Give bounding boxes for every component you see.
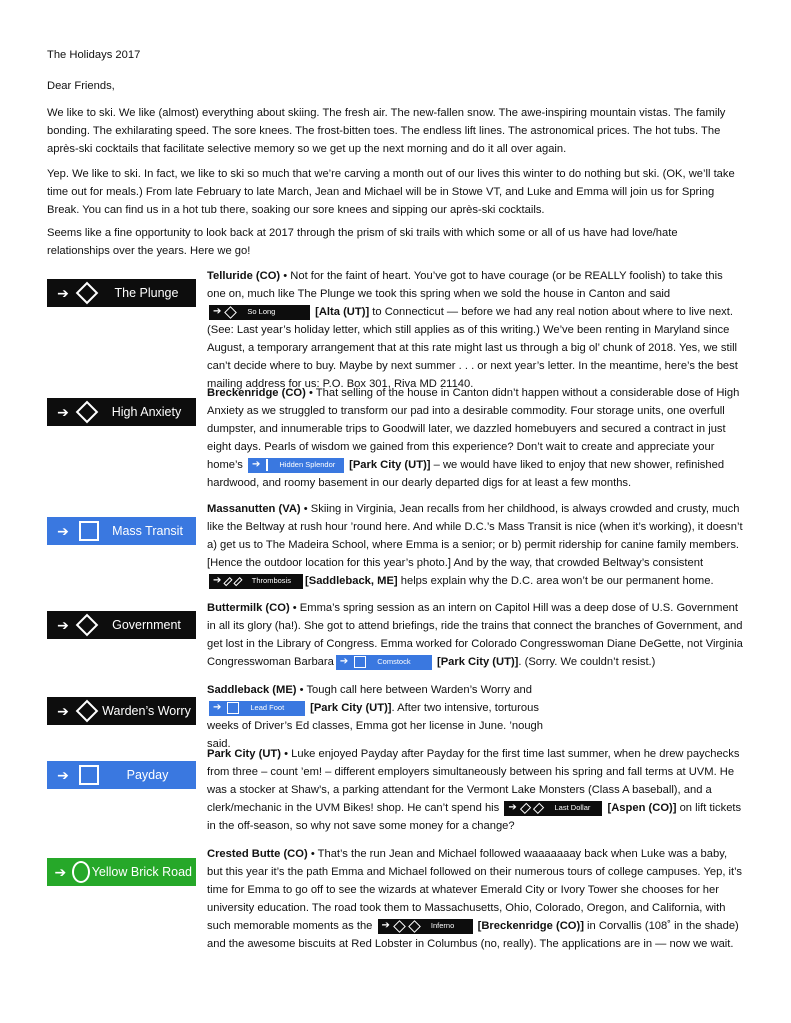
arrow-icon: ➔ — [381, 920, 390, 932]
sign-label: The Plunge — [114, 286, 179, 300]
inline-sign-label: Lead Foot — [250, 703, 285, 713]
bullet: • — [299, 684, 304, 696]
bullet: • — [284, 748, 289, 760]
sign-label: Yellow Brick Road — [91, 865, 192, 879]
arrow-icon: ➔ — [57, 285, 69, 301]
section-text: That’s the run Jean and Michael followed waaaaaaay back when Luke was a baby, but this year it’s the path Emma and Michael followed on their numerous tours of college campuses. Yep, it’s time for Emma to go off to see the wizards at whatever Emerald City or Ivory Tower she chooses for her university education. The road took them to Massachusetts, Ohio, Colorado, Oregon, and California, with such memorable moments as the — [207, 848, 743, 932]
double-diamond-icon-2 — [233, 577, 242, 586]
bullet: • — [292, 602, 297, 614]
inline-sign-inferno — [378, 919, 473, 934]
section-crested-butte — [47, 845, 743, 953]
inline-resort: [Saddleback, ME] — [305, 575, 398, 587]
arrow-icon: ➔ — [54, 864, 67, 880]
section-text: That selling of the house in Canton didn’t happen without a considerable dose of High Anxiety as we struggled to transform our pad into a desirable commodity. Four storage units, one overfull dumpster, and innumerable trips to Goodwill later, we dazzled homebuyers and secured a contract in just eight days. Pearls of wisdom we gained from this experience? Don’t wait to create and appreciate your home’s — [207, 387, 740, 471]
section-massanutten — [47, 500, 743, 590]
arrow-icon: ➔ — [251, 459, 261, 471]
section-text-cont: in Corvallis (108˚ in the shade) and the awesome biscuits at Red Lobster in Columbus (no, really). The applications are in — now we wait. — [207, 920, 739, 950]
blue-square-icon — [354, 656, 366, 668]
section-text-cont: helps explain why the D.C. area won’t be our permanent home. — [397, 575, 714, 587]
inline-sign-label: Inferno — [430, 921, 455, 931]
section-text-cont: . After two intensive, torturous weeks of Driver’s Ed classes, Emma got her license in June. ’nough said. — [207, 702, 543, 750]
inline-resort: [Alta (UT)] — [315, 306, 370, 318]
section-text-cont: – we would have liked to enjoy that new shower, refinished hardwood, and roomy basement in our dearly departed digs for at least a few months. — [207, 459, 725, 489]
section-breckenridge — [47, 384, 743, 492]
intro-paragraph-2: Yep. We like to ski. In fact, we like to ski so much that we’re carving a month out of our lives this winter to do nothing but ski. (OK, we’ll take time out for meals.) From late February to late March, Jean and Michael will be in Stowe VT, and Luke and Emma will join us for Spring Break. You can find us in a hot tub there, soaking our sore knees and sipping our après-ski cocktails. — [47, 168, 735, 216]
arrow-icon: ➔ — [57, 617, 69, 633]
bullet: • — [303, 503, 308, 515]
double-diamond-icon-1 — [224, 577, 233, 586]
section-text: Not for the faint of heart. You’ve got to have courage (or be REALLY foolish) to take this one on, much like The Plunge we took this spring when we sold the house in Canton and said — [207, 270, 723, 300]
section-text: Luke enjoyed Payday after Payday for the first time last summer, when he drew paychecks from three – count ’em! – different employers simultaneously between his spring and fall terms at UVM. He was a stocker at Shaw’s, a parking attendant for the Vermont Lake Monsters (Class A baseball), and a clerk/mechanic in the UVM Bikes! shop. He can’t spend his — [207, 748, 740, 814]
resort-name: Breckenridge (CO) — [207, 387, 306, 399]
resort-name: Saddleback (ME) — [207, 684, 297, 696]
arrow-icon: ➔ — [57, 523, 69, 539]
black-diamond-icon — [225, 306, 238, 319]
intro-paragraph-3: Seems like a fine opportunity to look back at 2017 through the prism of ski trails with which some or all of us have had love/hate relationships over the years. Here we go! — [47, 227, 678, 257]
intro-paragraph-1: We like to ski. We like (almost) everything about skiing. The fresh air. The new-fallen snow. The awe-inspiring mountain vistas. The family bonding. The exhilarating speed. The sore knees. The frost-bitten toes. The endless lift lines. The astronomical prices. The hot tubs. The après-ski cocktails that facilitate selective memory so we get up the next morning and do it all over again. — [47, 107, 726, 155]
double-diamond-icon-2 — [408, 920, 421, 933]
blue-square-icon — [227, 702, 239, 714]
resort-name: Buttermilk (CO) — [207, 602, 290, 614]
arrow-icon: ➔ — [339, 656, 349, 668]
bullet: • — [308, 387, 313, 399]
inline-sign-hidden-splendor — [248, 458, 344, 473]
sign-label: Mass Transit — [112, 524, 183, 538]
bullet: • — [310, 848, 315, 860]
inline-sign-thrombosis — [209, 574, 303, 589]
bullet: • — [283, 270, 288, 282]
resort-name: Park City (UT) — [207, 748, 281, 760]
arrow-icon: ➔ — [57, 767, 69, 783]
sign-label: Warden’s Worry — [102, 704, 191, 718]
arrow-icon: ➔ — [508, 802, 517, 814]
inline-sign-comstock — [336, 655, 432, 670]
section-text-cont: . (Sorry. We couldn’t resist.) — [518, 656, 656, 668]
resort-name: Massanutten (VA) — [207, 503, 301, 515]
arrow-icon: ➔ — [213, 306, 222, 318]
section-text-cont: to Connecticut — before we had any real notion about where to live next. (See: Last year’s holiday letter, which still applies as of this writing.) We’ve been renting in Maryland since August, a temporary arrangement that at this rate might last us through a big ol’ chunk of 2018. Yes, we still can’t decide where to buy. Maybe by next summer . . . or next year’s letter. In the meantime, here’s the best mailing address for us: P.O. Box 301, Riva MD 21140. — [207, 306, 738, 390]
salutation: Dear Friends, — [47, 80, 115, 92]
section-text-cont: on lift tickets in the off-season, so why not save some money for a change? — [207, 802, 742, 832]
inline-resort: [Park City (UT)] — [310, 702, 392, 714]
section-saddleback — [47, 681, 567, 753]
sign-label: High Anxiety — [111, 405, 182, 419]
section-text: Emma’s spring session as an intern on Capitol Hill was a deep dose of U.S. Government in all its glory (ha!). She got to attend briefings, ride the trains that connect the branches of Government, and get lost in the Library of Congress. Emma worked for Colorado Congresswoman Diane DeGette, not Virginia Congresswoman Barbara — [207, 602, 743, 668]
double-diamond-icon-1 — [393, 920, 406, 933]
double-diamond-icon-1 — [520, 802, 532, 814]
section-text: Tough call here between Warden’s Worry and — [303, 684, 532, 696]
arrow-icon: ➔ — [213, 702, 222, 714]
blue-square-icon — [266, 459, 268, 471]
inline-sign-lead-foot — [209, 701, 305, 716]
inline-sign-last-dollar — [504, 801, 602, 816]
double-diamond-icon-2 — [533, 802, 545, 814]
letter-title: The Holidays 2017 — [47, 49, 141, 61]
arrow-icon: ➔ — [57, 404, 69, 420]
inline-sign-label: Hidden Splendor — [279, 460, 336, 470]
inline-resort: [Park City (UT)] — [349, 459, 431, 471]
inline-resort: [Park City (UT)] — [436, 656, 519, 668]
resort-name: Telluride (CO) — [207, 270, 281, 282]
inline-resort: [Aspen (CO)] — [607, 802, 677, 814]
inline-sign-so-long — [209, 305, 310, 320]
section-buttermilk — [47, 599, 743, 671]
section-park-city — [47, 745, 743, 835]
arrow-icon: ➔ — [57, 703, 69, 719]
inline-sign-label: Thrombosis — [251, 576, 291, 586]
resort-name: Crested Butte (CO) — [207, 848, 308, 860]
inline-sign-label: Comstock — [377, 657, 411, 667]
inline-resort: [Breckenridge (CO)] — [477, 920, 584, 932]
arrow-icon: ➔ — [213, 575, 222, 587]
sign-label: Government — [112, 618, 181, 632]
section-text: Skiing in Virginia, Jean recalls from her childhood, is always crowded and crusty, much like the Beltway at rush hour ’round here. And while D.C.’s Mass Transit is nice (when it’s working), it doesn’t a) get us to The Madeira School, where Emma is a senior; or b) permit ridership for canine family members. [Hence the outdoor location for this year’s photo.] And by the way, that crowded Beltway’s consistent — [207, 503, 743, 569]
section-telluride — [47, 267, 743, 393]
inline-sign-label: Last Dollar — [554, 803, 591, 813]
inline-sign-label: So Long — [247, 307, 276, 317]
sign-label: Payday — [126, 768, 169, 782]
